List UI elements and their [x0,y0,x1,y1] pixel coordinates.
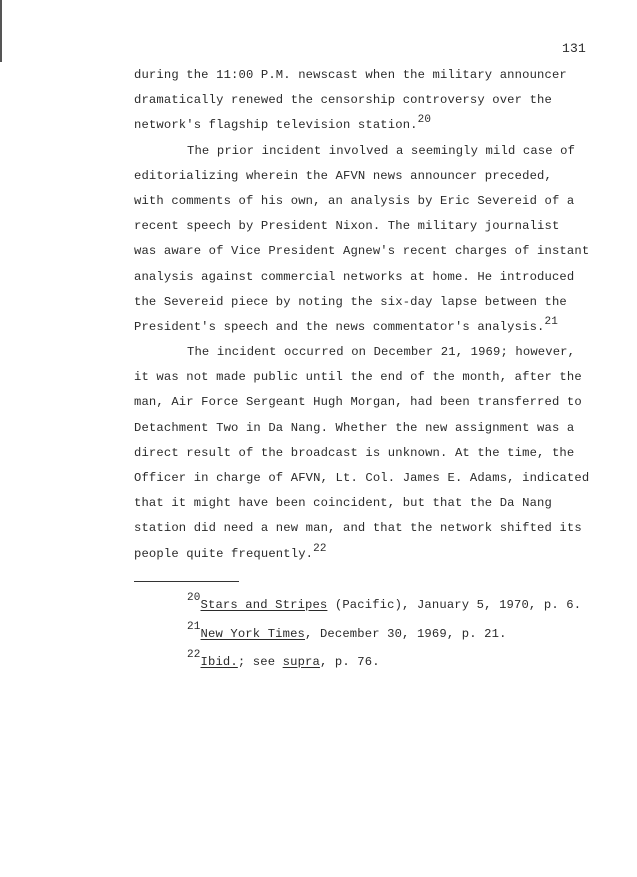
text-line: direct result of the broadcast is unknown. At the time, the [134,445,575,460]
text-line: it was not made public until the end of the month, after the [134,370,582,385]
footnote-citation: ; see [237,655,283,669]
footnotes [187,587,581,673]
text-line: editorializing wherein the AFVN news announcer preceded, [134,168,552,183]
footnote-number: 20 [187,592,201,604]
footnote [187,644,581,673]
footnote-reference: 21 [544,315,559,328]
text-line-content: President's speech and the news commentator's analysis. [134,319,545,334]
footnote-source-title: Stars and Stripes [200,598,328,612]
text-line: man, Air Force Sergeant Hugh Morgan, had been transferred to [134,395,582,410]
text-line: The incident occurred on December 21, 1969; however, [187,345,576,360]
text-line: the Severeid piece by noting the six-day lapse between the [134,294,567,309]
text-line: dramatically renewed the censorship controversy over the [134,93,552,108]
footnote-number: 21 [187,620,201,633]
text-line-content: network's flagship television station. [134,118,418,133]
footnote [187,587,581,616]
text-line: was aware of Vice President Agnew's recent charges of instant [134,244,590,259]
text-line: Detachment Two in Da Nang. Whether the new assignment was a [134,420,575,435]
footnote-reference: 20 [417,114,432,127]
text-line: The prior incident involved a seemingly mild case of [187,143,576,158]
body-text [134,63,604,567]
text-line: that it might have been coincident, but that the Da Nang [134,496,552,511]
text-line: station did need a new man, and that the network shifted its [134,521,582,536]
footnote-citation: (Pacific), January 5, 1970, p. 6. [327,598,582,612]
text-line: recent speech by President Nixon. The military journalist [134,219,560,234]
footnote-separator [134,581,239,582]
text-line [134,315,604,340]
text-line: with comments of his own, an analysis by Eric Severeid of a [134,193,575,208]
footnote-citation: , p. 76. [319,655,380,669]
page-number: 131 [562,41,587,56]
text-line-content: people quite frequently. [134,546,314,561]
footnote-citation: , December 30, 1969, p. 21. [305,626,507,641]
footnote-source-title: Ibid. [200,655,238,669]
footnote-reference: 22 [313,542,327,555]
footnote-source-title: New York Times [200,626,306,641]
text-line: Officer in charge of AFVN, Lt. Col. James E. Adams, indicated [134,471,590,485]
text-line [134,113,604,138]
footnote-number: 22 [187,649,201,661]
text-line [134,542,604,567]
scan-edge-mark [0,0,2,62]
text-line: during the 11:00 P.M. newscast when the military announcer [134,68,567,82]
footnote-cross-reference: supra [282,655,320,669]
text-line: analysis against commercial networks at home. He introduced [134,269,575,284]
footnote [187,616,581,645]
